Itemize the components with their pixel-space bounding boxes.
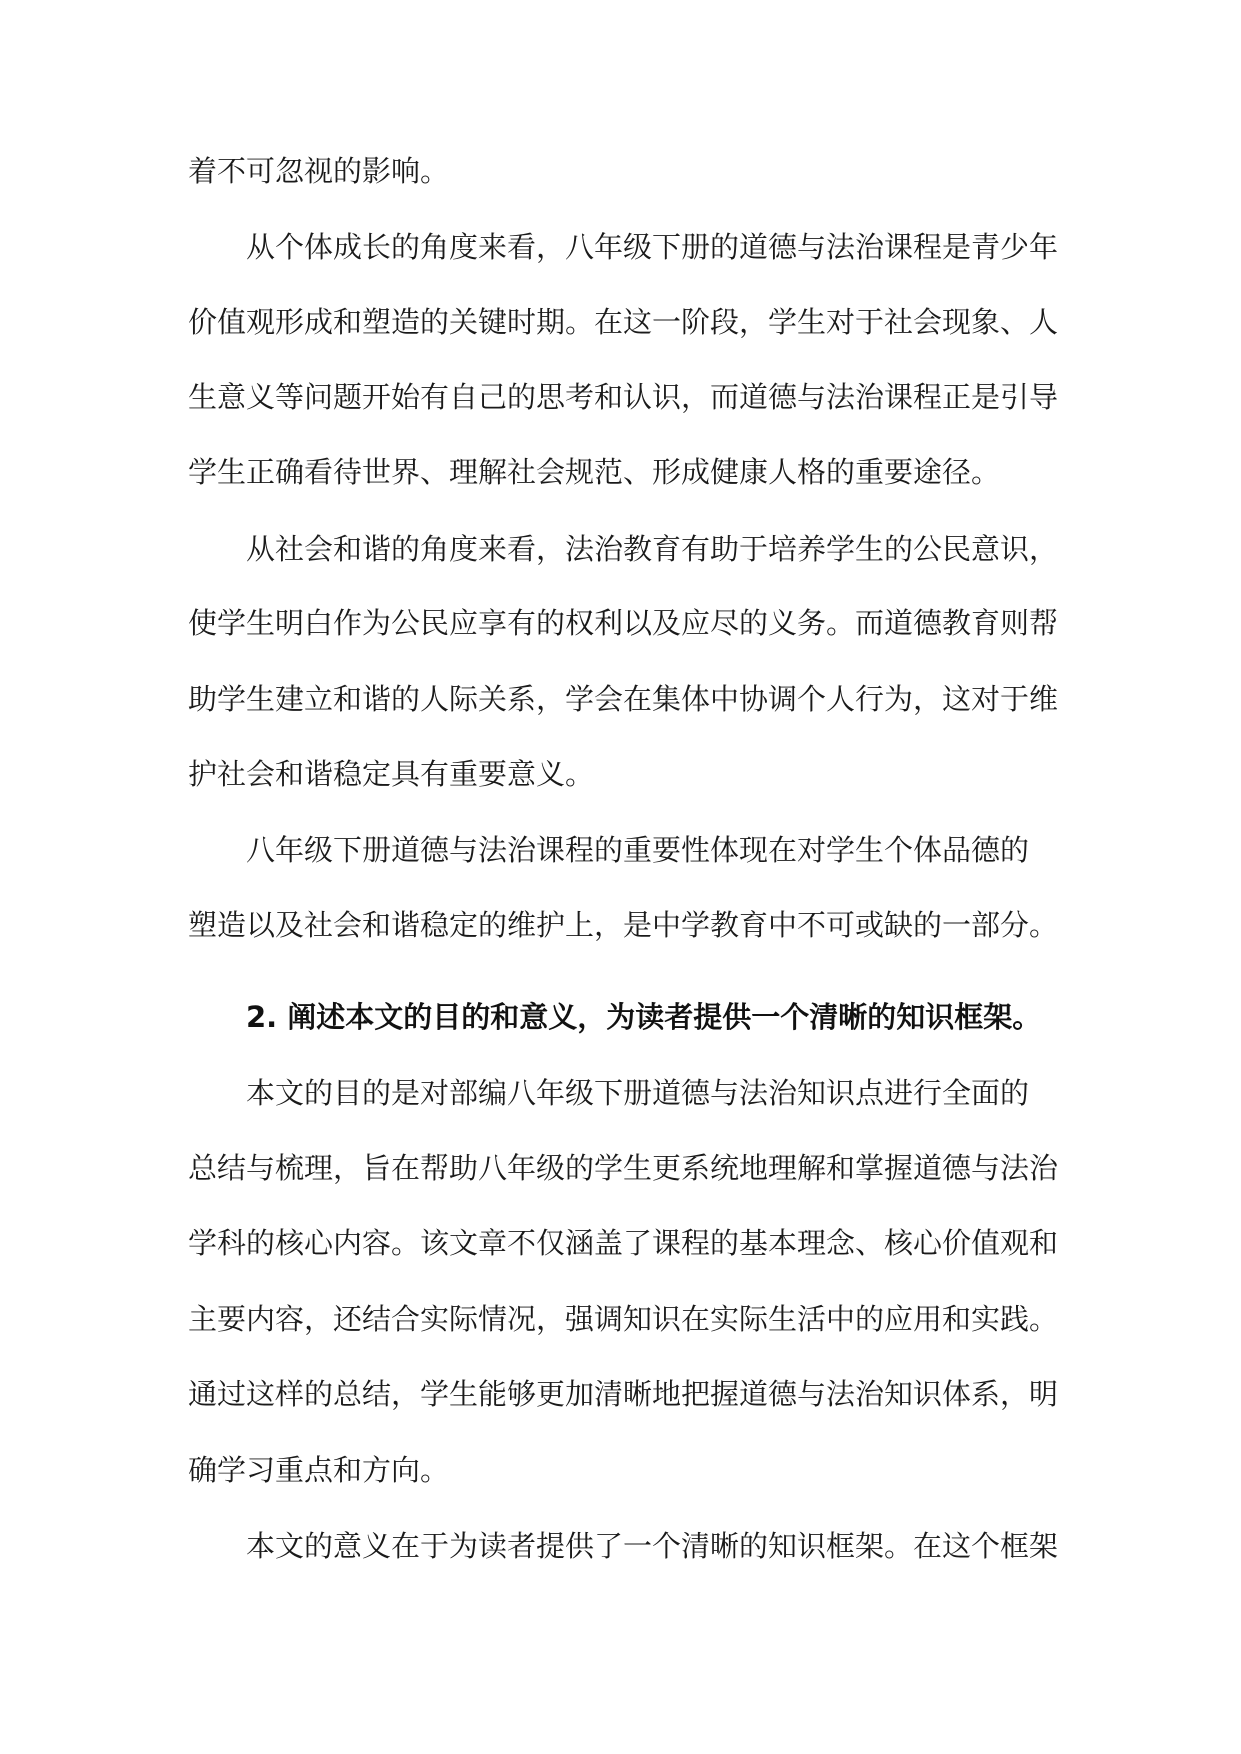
- paragraph-first-line: 从个体成长的角度来看，八年级下册的道德与法治课程是青少年: [246, 230, 1059, 264]
- section-heading: 2. 阐述本文的目的和意义，为读者提供一个清晰的知识框架。: [246, 1000, 1042, 1034]
- paragraph-first-line: 从社会和谐的角度来看，法治教育有助于培养学生的公民意识，: [246, 532, 1059, 566]
- text-line: 助学生建立和谐的人际关系，学会在集体中协调个人行为，这对于维: [188, 682, 1059, 716]
- text-line: 学科的核心内容。该文章不仅涵盖了课程的基本理念、核心价值观和: [188, 1226, 1059, 1260]
- text-line: 使学生明白作为公民应享有的权利以及应尽的义务。而道德教育则帮: [188, 606, 1059, 640]
- paragraph-first-line: 本文的意义在于为读者提供了一个清晰的知识框架。在这个框架: [246, 1529, 1059, 1563]
- text-line: 主要内容，还结合实际情况，强调知识在实际生活中的应用和实践。: [188, 1302, 1059, 1336]
- text-line: 着不可忽视的影响。: [188, 154, 450, 188]
- text-line: 护社会和谐稳定具有重要意义。: [188, 757, 595, 791]
- text-line: 确学习重点和方向。: [188, 1453, 450, 1487]
- paragraph-first-line: 八年级下册道德与法治课程的重要性体现在对学生个体品德的: [246, 833, 1030, 867]
- text-line: 生意义等问题开始有自己的思考和认识，而道德与法治课程正是引导: [188, 380, 1059, 414]
- text-line: 塑造以及社会和谐稳定的维护上，是中学教育中不可或缺的一部分。: [188, 908, 1059, 942]
- text-line: 通过这样的总结，学生能够更加清晰地把握道德与法治知识体系，明: [188, 1377, 1059, 1411]
- text-line: 价值观形成和塑造的关键时期。在这一阶段，学生对于社会现象、人: [188, 305, 1059, 339]
- paragraph-first-line: 本文的目的是对部编八年级下册道德与法治知识点进行全面的: [246, 1076, 1030, 1110]
- text-line: 学生正确看待世界、理解社会规范、形成健康人格的重要途径。: [188, 455, 1001, 489]
- text-line: 总结与梳理，旨在帮助八年级的学生更系统地理解和掌握道德与法治: [188, 1151, 1059, 1185]
